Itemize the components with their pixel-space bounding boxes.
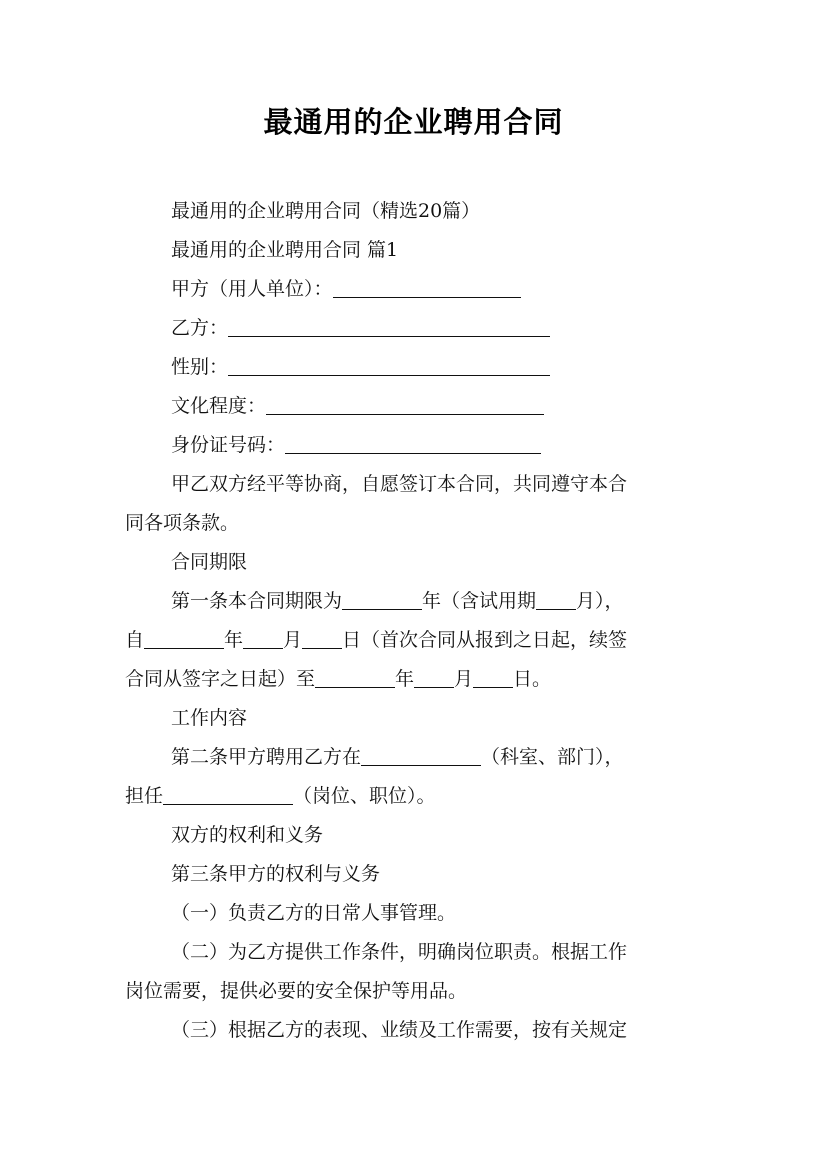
start-month-blank[interactable] bbox=[243, 626, 283, 649]
item-2-line-2: 岗位需要，提供必要的安全保护等用品。 bbox=[125, 980, 468, 1002]
item-3-line-1: （三）根据乙方的表现、业绩及工作需要，按有关规定 bbox=[171, 1019, 628, 1041]
agreement-line-2: 同各项条款。 bbox=[125, 512, 240, 534]
probation-months-blank[interactable] bbox=[536, 587, 576, 610]
article-2-text: （科室、部门）， bbox=[481, 746, 624, 768]
item-2-line-1: （二）为乙方提供工作条件，明确岗位职责。根据工作 bbox=[171, 941, 628, 963]
article-1-text: 日。 bbox=[513, 668, 552, 690]
item-1: （一）负责乙方的日常人事管理。 bbox=[171, 902, 457, 924]
article-1-text: 月 bbox=[283, 629, 303, 651]
education-blank[interactable] bbox=[266, 392, 544, 415]
contract-years-blank[interactable] bbox=[342, 587, 422, 610]
education-label: 文化程度： bbox=[171, 395, 267, 417]
article-1-text: 日（首次合同从报到之日起，续签 bbox=[342, 629, 628, 651]
start-day-blank[interactable] bbox=[302, 626, 342, 649]
end-month-blank[interactable] bbox=[414, 665, 454, 688]
article-1-text: 第一条本合同期限为 bbox=[171, 590, 343, 612]
start-year-blank[interactable] bbox=[144, 626, 224, 649]
id-number-label: 身份证号码： bbox=[171, 434, 286, 456]
article-1-text: 合同从签字之日起）至 bbox=[125, 668, 316, 690]
party-b-blank[interactable] bbox=[228, 314, 550, 337]
article-1-text: 年 bbox=[395, 668, 415, 690]
party-b-label: 乙方： bbox=[171, 317, 229, 339]
article-3-heading: 第三条甲方的权利与义务 bbox=[171, 863, 381, 885]
article-1-text: 月 bbox=[454, 668, 474, 690]
gender-blank[interactable] bbox=[228, 353, 550, 376]
article-1-line-1 bbox=[125, 582, 705, 621]
party-a-blank[interactable] bbox=[333, 275, 521, 298]
end-day-blank[interactable] bbox=[473, 665, 513, 688]
article-1-line-3 bbox=[125, 660, 705, 699]
article-1-text: 自 bbox=[125, 629, 145, 651]
article-2-text: （岗位、职位）。 bbox=[293, 785, 436, 807]
rights-heading: 双方的权利和义务 bbox=[171, 824, 324, 846]
subtitle-line: 最通用的企业聘用合同（精选20篇） bbox=[171, 200, 481, 222]
work-heading: 工作内容 bbox=[171, 707, 248, 729]
party-a-label: 甲方（用人单位）： bbox=[171, 278, 333, 300]
department-blank[interactable] bbox=[361, 743, 481, 766]
article-1-line-2 bbox=[125, 621, 705, 660]
section-heading: 最通用的企业聘用合同 篇1 bbox=[171, 239, 399, 261]
position-blank[interactable] bbox=[163, 782, 293, 805]
article-2-text: 担任 bbox=[125, 785, 164, 807]
party-b-line bbox=[125, 309, 705, 348]
article-1-text: 月）， bbox=[576, 590, 624, 612]
id-number-line bbox=[125, 426, 705, 465]
article-2-text: 第二条甲方聘用乙方在 bbox=[171, 746, 362, 768]
term-heading: 合同期限 bbox=[171, 551, 248, 573]
gender-label: 性别： bbox=[171, 356, 229, 378]
agreement-line-1: 甲乙双方经平等协商，自愿签订本合同，共同遵守本合 bbox=[171, 473, 628, 495]
document-body bbox=[125, 192, 705, 1050]
document-title: 最通用的企业聘用合同 bbox=[263, 105, 564, 139]
gender-line bbox=[125, 348, 705, 387]
end-year-blank[interactable] bbox=[315, 665, 395, 688]
article-1-text: 年（含试用期 bbox=[422, 590, 537, 612]
article-2-line-2 bbox=[125, 777, 705, 816]
article-2-line-1 bbox=[125, 738, 705, 777]
party-a-line bbox=[125, 270, 705, 309]
article-1-text: 年 bbox=[224, 629, 244, 651]
education-line bbox=[125, 387, 705, 426]
id-number-blank[interactable] bbox=[285, 431, 541, 454]
